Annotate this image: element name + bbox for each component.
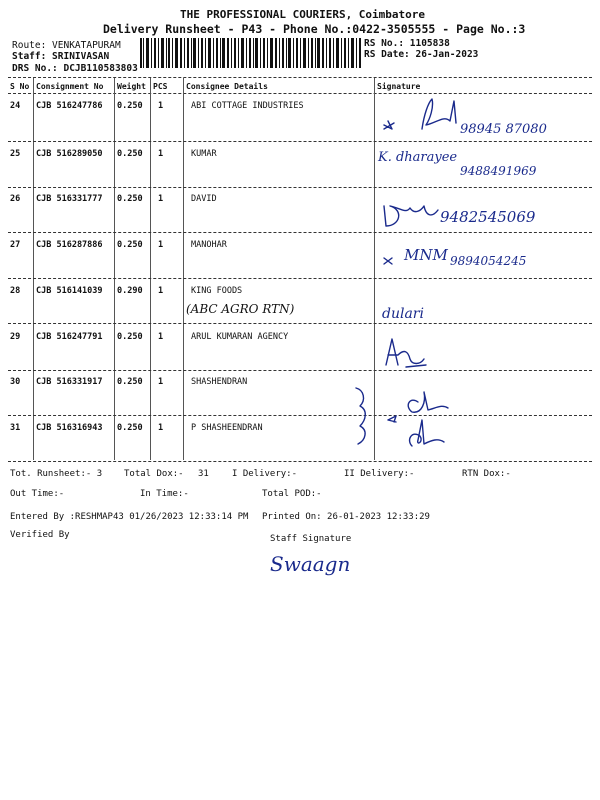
row-28-weight: 0.290 [117,286,143,296]
rtn-dox: RTN Dox:- [462,469,511,479]
column-divider [114,78,115,460]
barcode [140,38,362,68]
row-26-consignee: DAVID [191,194,217,204]
row-separator [8,232,592,233]
row-25-name: K. dharayee [378,150,458,165]
column-divider [150,78,151,460]
row-27-sno: 27 [10,240,21,250]
row-31-pcs: 1 [158,423,164,433]
col-header-sno: S No [10,82,30,91]
row-30-sno: 30 [10,377,21,387]
runsheet-title: Delivery Runsheet - P43 - Phone No.:0422-3505555 - Page No.:3 [103,22,526,36]
total-dox-value: 31 [198,469,209,479]
printed-on: Printed On: 26-01-2023 12:33:29 [262,512,430,522]
rs-date: RS Date: 26-Jan-2023 [364,49,479,60]
row-25-pcs: 1 [158,149,164,159]
row-29-consignment: CJB 516247791 [36,332,103,342]
row-30-weight: 0.250 [117,377,143,387]
row-separator [8,415,592,416]
row-24-sno: 24 [10,101,21,111]
total-pod: Total POD:- [262,489,322,499]
row-24-consignment: CJB 516247786 [36,101,103,111]
verified-by: Verified By [10,530,70,540]
row-separator [8,278,592,279]
drs-number: DRS No.: DCJB110583803 [12,63,138,74]
row-30-consignee: SHASHENDRAN [191,377,248,387]
staff-label: Staff: SRINIVASAN [12,51,110,62]
row-24-signature [378,95,588,145]
ii-delivery: II Delivery:- [344,469,415,479]
row-31-consignee: P SHASHEENDRAN [191,423,263,433]
row-27-consignment: CJB 516287886 [36,240,103,250]
in-time: In Time:- [140,489,189,499]
row-29-signature [378,335,428,370]
row-28-signature: dulari [382,306,424,322]
rs-number: RS No.: 1105838 [364,38,450,49]
table-bottom-rule [8,461,592,462]
staff-signature-label: Staff Signature [270,534,352,544]
row-27-phone: 9894054245 [450,254,527,268]
row-29-pcs: 1 [158,332,164,342]
row-26-weight: 0.250 [117,194,143,204]
row-24-phone: 98945 87080 [460,122,547,137]
row-24-consignee: ABI COTTAGE INDUSTRIES [191,101,304,111]
col-header-consignment: Consignment No [36,82,104,91]
table-header-rule [8,93,592,94]
col-header-pcs: PCS [153,82,168,91]
col-header-signature: Signature [377,82,421,91]
out-time: Out Time:- [10,489,65,499]
row-24-pcs: 1 [158,101,164,111]
row-26-pcs: 1 [158,194,164,204]
row-30-consignment: CJB 516331917 [36,377,103,387]
row-28-consignee: KING FOODS [191,286,243,296]
row-28-consignment: CJB 516141039 [36,286,103,296]
row-28-sno: 28 [10,286,21,296]
col-header-weight: Weight [117,82,146,91]
row-separator [8,187,592,188]
row-25-phone: 9488491969 [460,164,537,178]
company-title: THE PROFESSIONAL COURIERS, Coimbatore [180,8,426,21]
row-28-note: (ABC AGRO RTN) [186,302,295,316]
row-24-weight: 0.250 [117,101,143,111]
route-label: Route: VENKATAPURAM [12,40,121,51]
row-29-sno: 29 [10,332,21,342]
row-27-pcs: 1 [158,240,164,250]
table-top-rule [8,77,592,78]
staff-signature: Swaagn [270,552,351,576]
row-29-weight: 0.250 [117,332,143,342]
row-26-consignment: CJB 516331777 [36,194,103,204]
row-27-name: MNM [404,246,448,264]
entered-by: Entered By :RESHMAP43 01/26/2023 12:33:14 PM [10,512,249,522]
row-25-consignee: KUMAR [191,149,217,159]
row-31-weight: 0.250 [117,423,143,433]
total-dox-label: Total Dox:- [124,469,184,479]
row-25-sno: 25 [10,149,21,159]
rows-30-31-signature [342,380,472,455]
row-30-pcs: 1 [158,377,164,387]
row-separator [8,323,592,324]
column-divider [183,78,184,460]
row-28-pcs: 1 [158,286,164,296]
row-26-phone: 9482545069 [440,208,536,226]
row-31-consignment: CJB 516316943 [36,423,103,433]
row-27-weight: 0.250 [117,240,143,250]
col-header-consignee: Consignee Details [186,82,268,91]
i-delivery: I Delivery:- [232,469,298,479]
total-runsheet: Tot. Runsheet:- 3 [10,469,103,479]
row-27-consignee: MANOHAR [191,240,227,250]
row-29-consignee: ARUL KUMARAN AGENCY [191,332,289,342]
row-25-weight: 0.250 [117,149,143,159]
column-divider [33,78,34,460]
row-separator [8,370,592,371]
row-25-consignment: CJB 516289050 [36,149,103,159]
row-26-sno: 26 [10,194,21,204]
row-31-sno: 31 [10,423,21,433]
